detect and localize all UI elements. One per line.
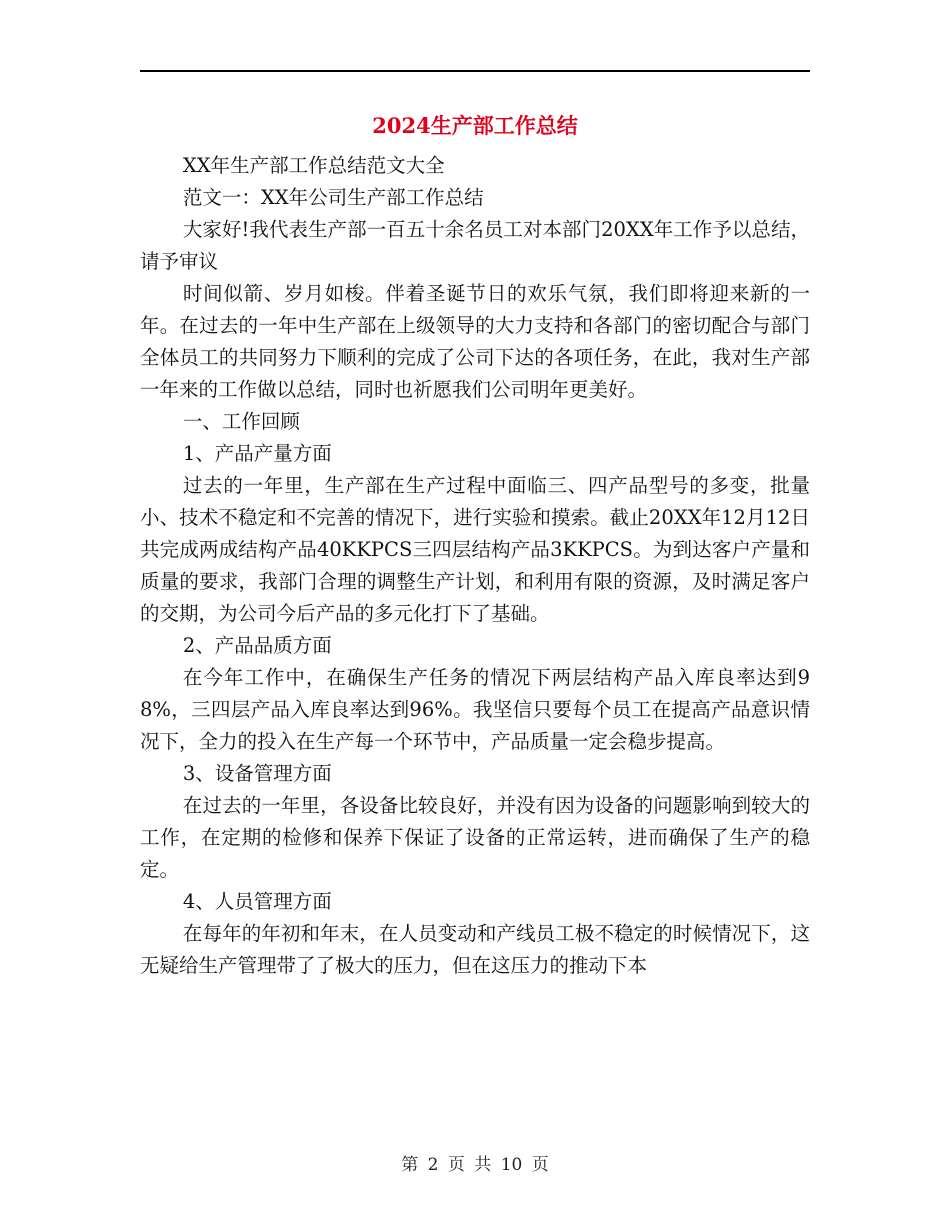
paragraph: 时间似箭、岁月如梭。伴着圣诞节日的欢乐气氛，我们即将迎来新的一年。在过去的一年中生产部在上级领导的大力支持和各部门的密切配合与部门全体员工的共同努力下顺利的完成了公司下达的各项任务，在此，我对生产部一年来的工作做以总结，同时也祈愿我们公司明年更美好。 — [140, 282, 810, 401]
section-heading: 一、工作回顾 — [182, 410, 300, 433]
paragraph: 在每年的年初和年末，在人员变动和产线员工极不稳定的时候情况下，这无疑给生产管理带了了极大的压力，但在这压力的推动下本 — [140, 922, 810, 977]
document-body — [140, 150, 810, 982]
subsection-heading: 4、人员管理方面 — [182, 890, 332, 913]
paragraph: 在今年工作中，在确保生产任务的情况下两层结构产品入库良率达到98%，三四层产品入库良率达到96%。我坚信只要每个员工在提高产品意识情况下，全力的投入在生产每一个环节中，产品质量一定会稳步提高。 — [140, 666, 810, 753]
paragraph: XX年生产部工作总结范文大全 — [182, 154, 445, 177]
subsection-heading: 3、设备管理方面 — [182, 762, 332, 785]
document-title: 2024生产部工作总结 — [372, 113, 578, 138]
paragraph: 范文一：XX年公司生产部工作总结 — [182, 186, 484, 209]
paragraph: 过去的一年里，生产部在生产过程中面临三、四产品型号的多变，批量小、技术不稳定和不完善的情况下，进行实验和摸索。截止20XX年12月12日共完成两成结构产品40KKPCS三四层结构产品3KKPCS。为到达客户产量和质量的要求，我部门合理的调整生产计划，和利用有限的资源，及时满足客户的交期，为公司今后产品的多元化打下了基础。 — [140, 474, 810, 625]
subsection-heading: 1、产品产量方面 — [182, 442, 332, 465]
paragraph: 大家好!我代表生产部一百五十余名员工对本部门20XX年工作予以总结，请予审议 — [140, 218, 810, 273]
subsection-heading: 2、产品品质方面 — [182, 634, 332, 657]
page-number-footer: 第 2 页 共 10 页 — [401, 1155, 549, 1175]
paragraph: 在过去的一年里，各设备比较良好，并没有因为设备的问题影响到较大的工作，在定期的检修和保养下保证了设备的正常运转，进而确保了生产的稳定。 — [140, 794, 810, 881]
header-rule — [140, 70, 810, 72]
